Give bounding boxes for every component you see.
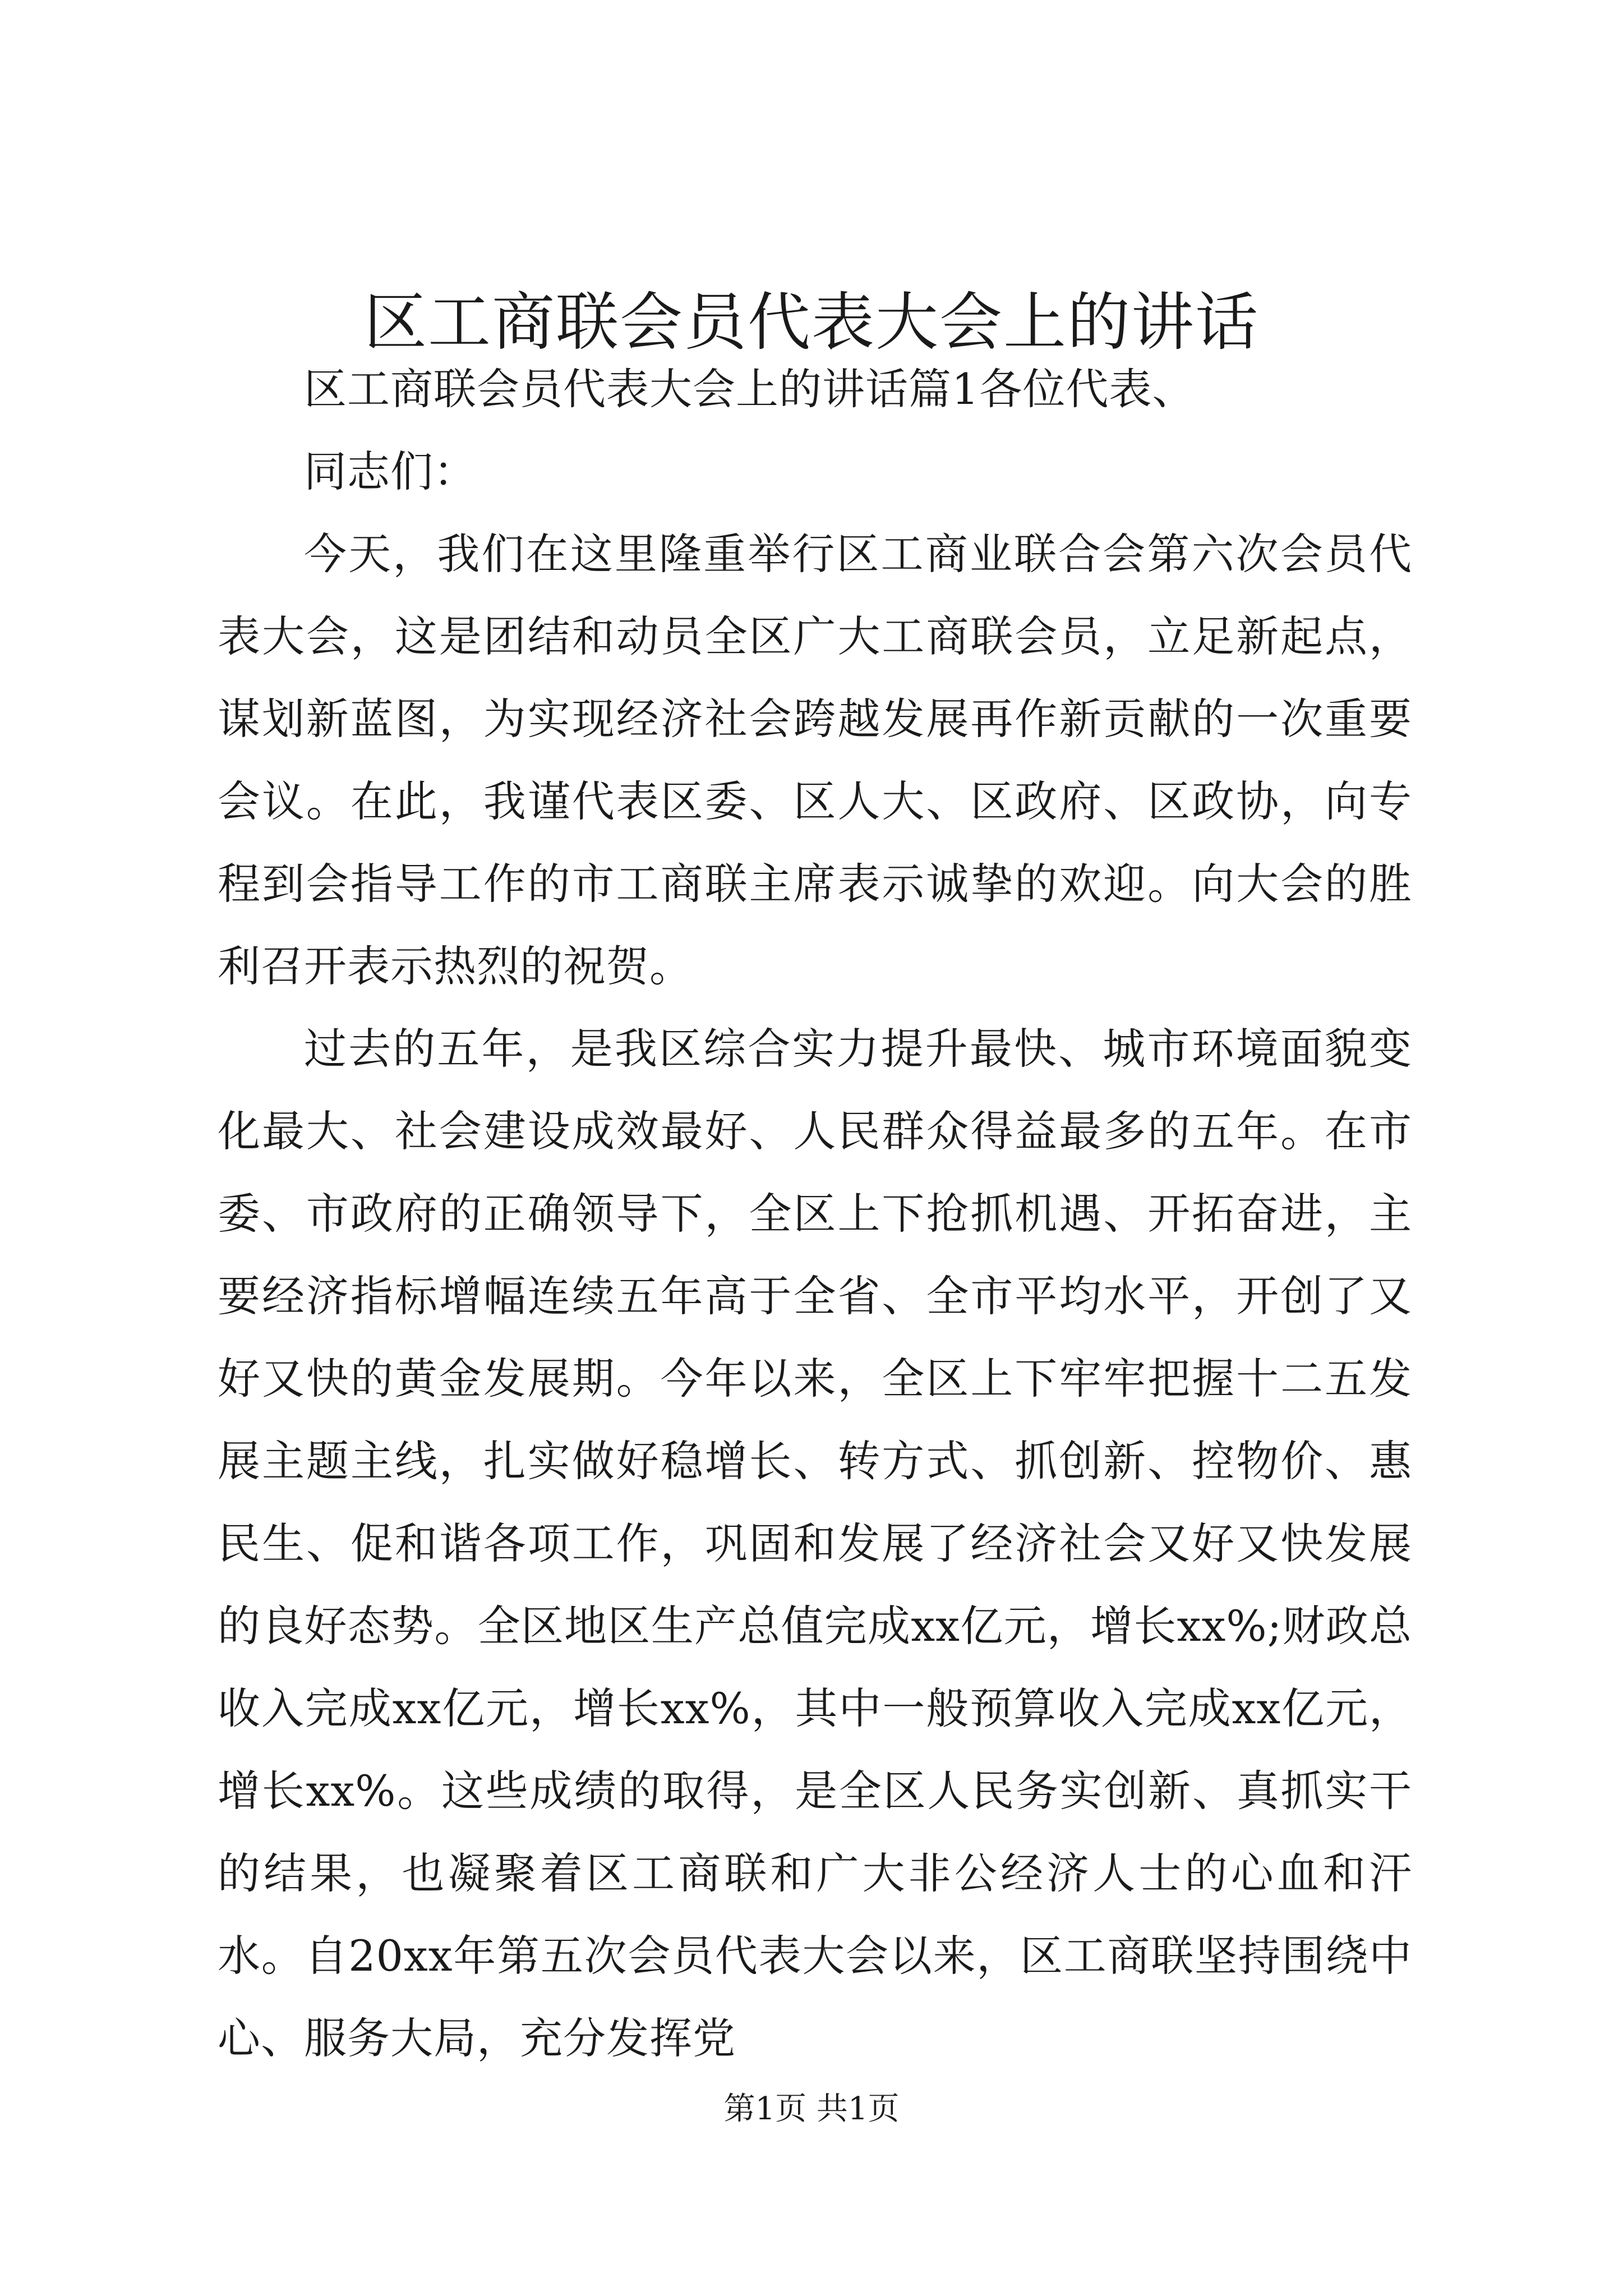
document-title: 区工商联会员代表大会上的讲话	[364, 286, 1259, 359]
document-body	[218, 348, 1412, 2079]
paragraph-review: 过去的五年，是我区综合实力提升最快、城市环境面貌变化最大、社会建设成效最好、人民群众得益最多的五年。在市委、市政府的正确领导下，全区上下抢抓机遇、开拓奋进，主要经济指标增幅连续五年高于全省、全市平均水平，开创了又好又快的黄金发展期。今年以来，全区上下牢牢把握十二五发展主题主线，扎实做好稳增长、转方式、抓创新、控物价、惠民生、促和谐各项工作，巩固和发展了经济社会又好又快发展的良好态势。全区地区生产总值完成xx亿元，增长xx%;财政总收入完成xx亿元，增长xx%，其中一般预算收入完成xx亿元，增长xx%。这些成绩的取得，是全区人民务实创新、真抓实干的结果，也凝聚着区工商联和广大非公经济人士的心血和汗水。自20xx年第五次会员代表大会以来，区工商联坚持围绕中心、服务大局，充分发挥党	[218, 1024, 1412, 2063]
page-footer: 第1页 共1页	[723, 2091, 900, 2127]
paragraph-salutation: 同志们：	[304, 447, 477, 496]
paragraph-heading-line: 区工商联会员代表大会上的讲话篇1各位代表、	[304, 364, 1196, 414]
paragraph-opening: 今天，我们在这里隆重举行区工商业联合会第六次会员代表大会，这是团结和动员全区广大工商联会员，立足新起点，谋划新蓝图，为实现经济社会跨越发展再作新贡献的一次重要会议。在此，我谨代表区委、区人大、区政府、区政协，向专程到会指导工作的市工商联主席表示诚挚的欢迎。向大会的胜利召开表示热烈的祝贺。	[218, 529, 1412, 991]
